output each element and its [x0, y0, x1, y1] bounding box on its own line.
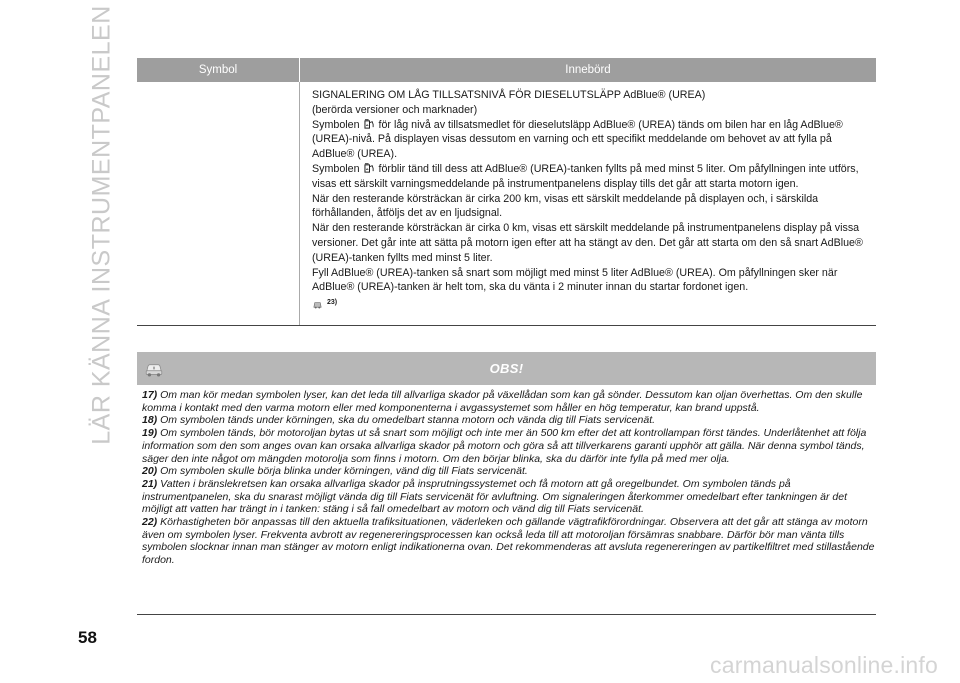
meaning-cell	[300, 82, 876, 325]
warning-ref-icon	[312, 299, 323, 309]
note-17: 17) Om man kör medan symbolen lyser, kan det leda till allvarliga skador på växellådan som kan gå sönder. Dessutom kan oljan överhettas. Om den skulle komma i kontakt med den varma motorn eller med komponenterna i avgassystemet som håller en hög temperatur, kan brand uppstå.	[142, 389, 863, 414]
page-number: 58	[78, 628, 97, 647]
obs-notes	[137, 385, 876, 567]
header-symbol: Symbol	[137, 58, 300, 82]
chapter-side-title	[84, 5, 120, 445]
obs-title: OBS!	[489, 361, 524, 376]
paragraph-5: Fyll AdBlue® (UREA)-tanken så snart som möjligt med minst 5 liter AdBlue® (UREA). Om påfyllningen sker när AdBlue® (UREA)-tanken är helt tom, ska du vänta i 2 minuter innan du startar fordonet igen.	[312, 266, 838, 294]
reference-number: 23)	[327, 299, 338, 307]
paragraph-2: Symbolen förblir tänd till dess att AdBlue® (UREA)-tanken fyllts på med minst 5 liter. Om påfyllningen inte utförs, visas ett särskilt varningsmeddelande på instrumentpanelens display tills det går att starta motorn igen.	[312, 162, 859, 190]
obs-header	[137, 352, 876, 385]
watermark: carmanualsonline.info	[710, 652, 938, 678]
note-21: 21) Vatten i bränslekretsen kan orsaka allvarliga skador på insprutningssystemet och få motorn att gå oregelbundet. Om symbolen tänds på instrumentpanelen, ska du snarast möjligt vända dig till Fiats servicenät för avluftning. Om signaleringen återkommer omedelbart efter tankningen är det möjligt att vatten har trängt in i tanken: stäng i så fall omedelbart av motorn och vänd dig till Fiats servicenät.	[142, 477, 848, 516]
adblue-pump-icon	[364, 163, 375, 173]
note-reference	[312, 296, 876, 311]
chapter-title-text: LÄR KÄNNA INSTRUMENTPANELEN	[87, 5, 116, 445]
obs-box	[137, 352, 876, 615]
table-header	[137, 58, 876, 82]
note-19: 19) Om symbolen tänds, bör motoroljan bytas ut så snart som möjligt och inte mer än 500 km efter det att kontrollampan först tändes. Underlåtenhet att följa information som den som anges ovan kan orsaka allvarliga skador på motorn och göra så att tillverkarens garanti upphör att gälla. När denna symbol tänds, säger den inte något om mängden motorolja som finns i motorn. Om den börjar blinka, ska du därför inte fylla på med mer olja.	[142, 427, 867, 465]
symbol-cell	[137, 82, 300, 325]
note-20: 20) Om symbolen skulle börja blinka under körningen, vänd dig till Fiats servicenät.	[142, 465, 528, 478]
row-subheading: (berörda versioner och marknader)	[312, 103, 478, 116]
row-heading: SIGNALERING OM LÅG TILLSATSNIVÅ FÖR DIESELUTSLÄPP AdBlue® (UREA)	[312, 89, 706, 101]
paragraph-1: Symbolen för låg nivå av tillsatsmedlet för dieselutsläpp AdBlue® (UREA) tänds om bilen har en låg AdBlue® (UREA)-nivå. På displayen visas dessutom en varning och ett specifikt meddelande om behovet av att fylla på AdBlue® (UREA).	[312, 118, 843, 161]
header-meaning: Innebörd	[565, 64, 611, 76]
adblue-pump-icon	[364, 119, 375, 129]
symbol-table	[137, 58, 876, 326]
paragraph-3: När den resterande körsträckan är cirka 200 km, visas ett särskilt meddelande på displayen och, i särskilda förhållanden, åtföljs det av en ljudsignal.	[312, 192, 819, 220]
table-row	[137, 82, 876, 326]
car-warning-icon	[143, 357, 165, 379]
note-18: 18) Om symbolen tänds under körningen, ska du omedelbart stanna motorn och vända dig till Fiats servicenät.	[142, 414, 656, 427]
paragraph-4: När den resterande körsträckan är cirka 0 km, visas ett särskilt meddelande på instrumentpanelens display på vissa versioner. Det går inte att sätta på motorn igen efter att ha stängt av den. Det går att starta om den så snart AdBlue® (UREA)-tanken fyllts med minst 5 liter.	[312, 222, 863, 264]
note-22: 22) Körhastigheten bör anpassas till den aktuella trafiksituationen, väderleken och gällande vägtrafikförordningar. Observera att det går att stänga av motorn även om symbolen lyser. Frekventa avbrott av regenereringsprocessen kan också leda till att motoroljan försämras snabbare. Därför bör man vänta tills symbolen slocknar innan man stänger av motorn enligt indikationerna ovan. Det rekommenderas att avsluta regenereringen av partikelfiltret med stillastående fordon.	[142, 516, 875, 567]
